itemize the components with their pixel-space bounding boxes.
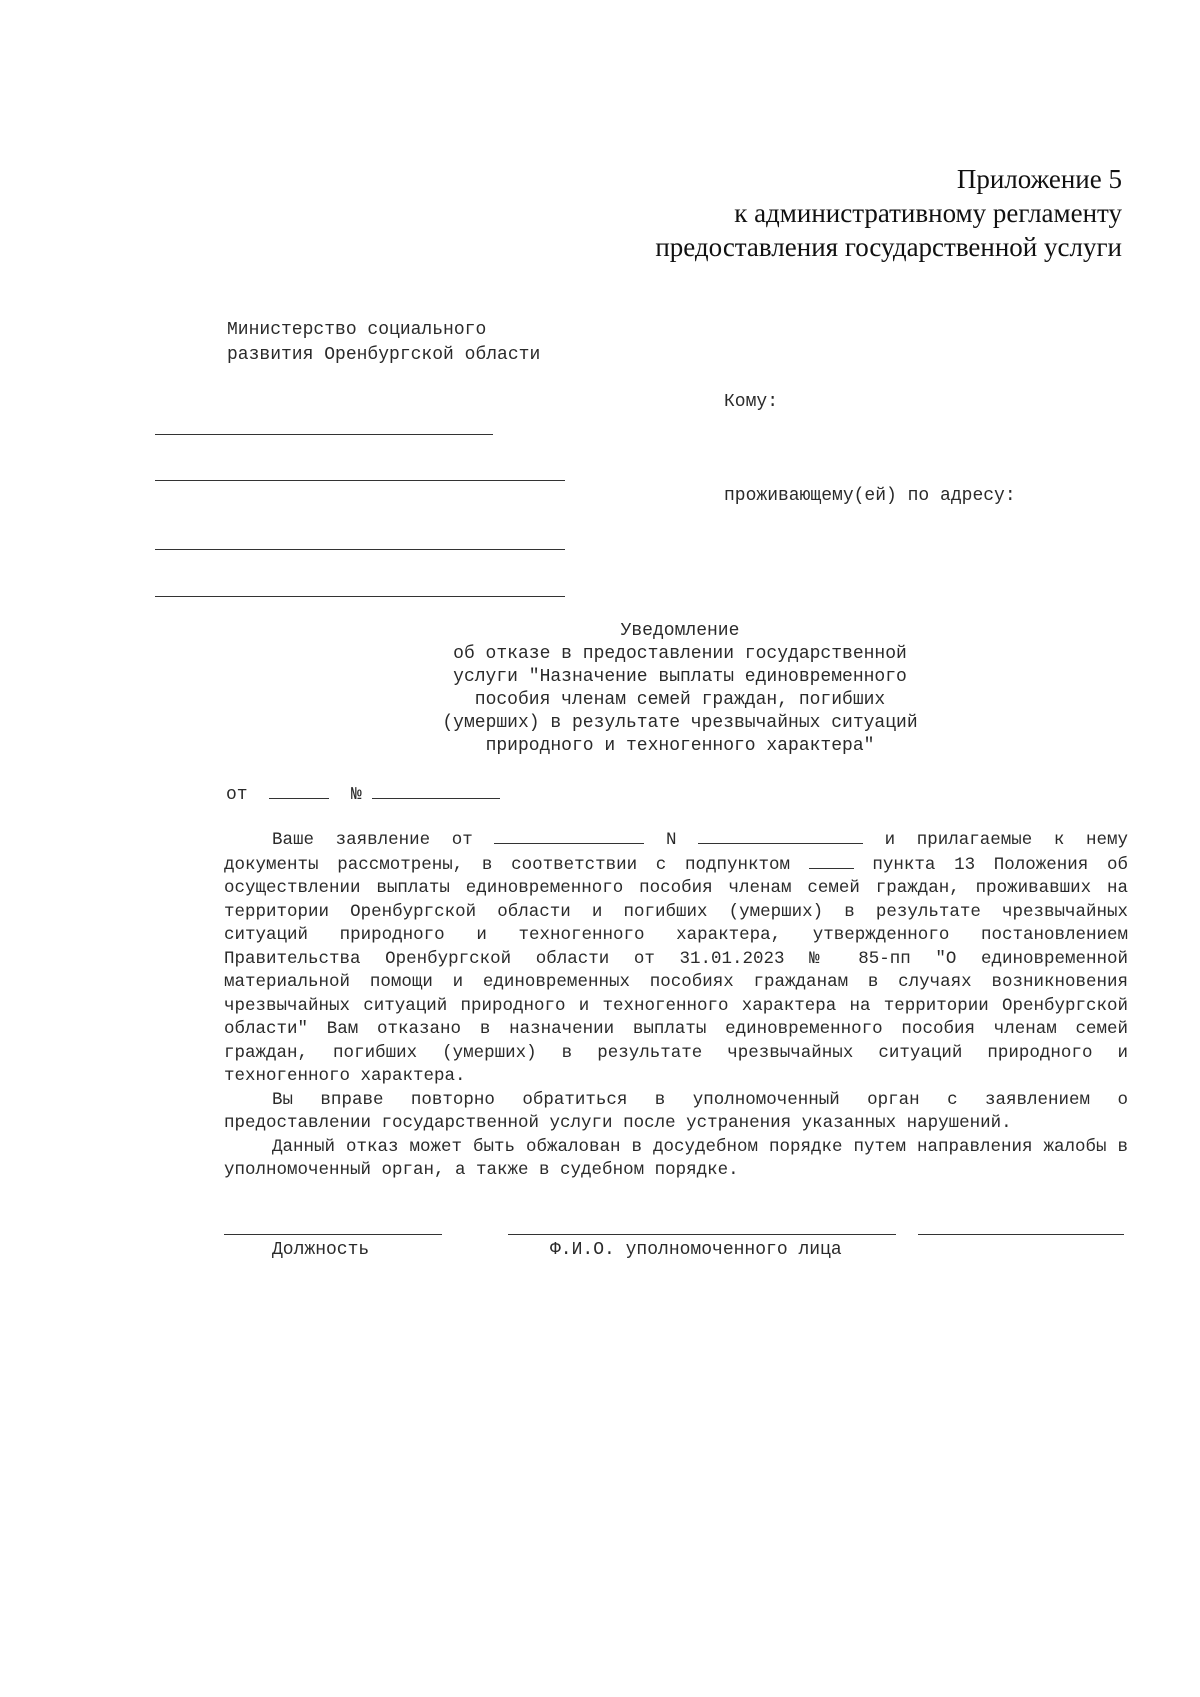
- signature-position-label: Должность: [272, 1240, 370, 1260]
- notice-title-line-4: (умерших) в результате чрезвычайных ситуаций: [442, 713, 918, 733]
- annex-header: [655, 162, 1122, 264]
- signature-sign-line: [918, 1234, 1124, 1235]
- annex-subtitle-1: к административному регламенту: [734, 198, 1122, 228]
- subclause-blank: [809, 853, 854, 869]
- notice-title-block: [380, 620, 980, 758]
- notice-title-line-5: природного и техногенного характера": [485, 736, 875, 756]
- p1-part-d: пункта 13 Положения об осуществлении выплаты единовременного пособия членам семей граждан, проживавших на территории Оренбургской области и погибших (умерших) в результате чрезвычайных ситуаций природного и техногенного характера, утвержденного постановлением Правительства Оренбургской области от 31.01.2023 № 85-пп "О единовременной материальной помощи и единовременных пособиях гражданам в случаях возникновения чрезвычайных ситуаций природного и техногенного характера на территории Оренбургской области" Вам отказано в назначении выплаты единовременного пособия членам семей граждан, погибших (умерших) в результате чрезвычайных ситуаций природного и техногенного характера.: [224, 854, 1128, 1086]
- blank-line-2: [155, 480, 565, 481]
- application-date-blank: [494, 828, 644, 844]
- body-paragraph-1: [224, 828, 1128, 1089]
- signature-name-line: [508, 1234, 896, 1235]
- p1-part-a: Ваше заявление от: [272, 830, 473, 850]
- ministry-block: [227, 318, 540, 368]
- signature-name-label: Ф.И.О. уполномоченного лица: [550, 1240, 842, 1260]
- notice-title: Уведомление: [620, 621, 740, 641]
- notice-title-line-1: об отказе в предоставлении государственной: [453, 644, 907, 664]
- annex-subtitle-2: предоставления государственной услуги: [655, 232, 1122, 262]
- notice-date-line: [226, 782, 500, 805]
- notice-title-line-3: пособия членам семей граждан, погибших: [474, 690, 886, 710]
- number-label: №: [350, 785, 362, 805]
- annex-title: Приложение 5: [956, 164, 1122, 194]
- recipient-address-label: проживающему(ей) по адресу:: [724, 486, 1016, 506]
- p1-part-b: N: [665, 830, 677, 850]
- application-number-blank: [698, 828, 863, 844]
- date-from-label: от: [226, 785, 248, 805]
- notice-body: [224, 828, 1128, 1183]
- body-paragraph-2: Вы вправе повторно обратиться в уполномоченный орган с заявлением о предоставлении государственной услуги после устранения указанных нарушений.: [224, 1089, 1128, 1133]
- blank-line-4: [155, 596, 565, 597]
- blank-line-1: [155, 434, 493, 435]
- recipient-to-label: Кому:: [724, 392, 779, 412]
- ministry-line-1: Министерство социального: [227, 320, 487, 340]
- blank-line-3: [155, 549, 565, 550]
- ministry-line-2: развития Оренбургской области: [227, 345, 541, 365]
- signature-position-line: [224, 1234, 442, 1235]
- p1-part-c: и прилагаемые к нему документы рассмотрены, в соответствии с подпунктом: [224, 830, 1128, 875]
- body-paragraph-3: Данный отказ может быть обжалован в досудебном порядке путем направления жалобы в уполномоченный орган, а также в судебном порядке.: [224, 1136, 1128, 1180]
- number-blank: [372, 782, 500, 799]
- date-blank: [269, 782, 329, 799]
- notice-title-line-2: услуги "Назначение выплаты единовременного: [453, 667, 907, 687]
